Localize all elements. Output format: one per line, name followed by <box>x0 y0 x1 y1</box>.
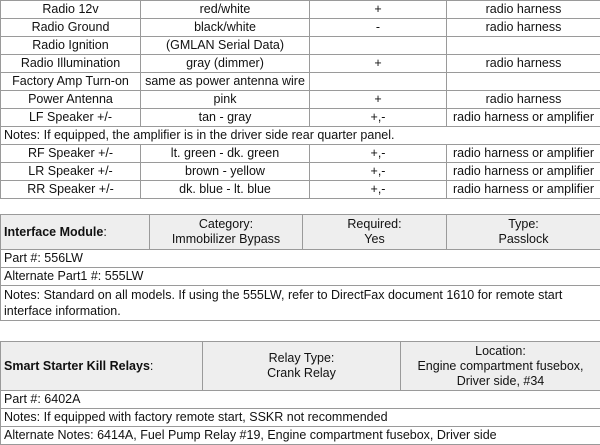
interface-part-number: Part #: 556LW <box>1 250 600 268</box>
wiring-row <box>1 145 600 163</box>
kill-notes-row <box>1 409 600 427</box>
wire-function: Radio 12v <box>1 1 141 19</box>
starter-kill-relay-table <box>0 341 600 445</box>
required-cell <box>303 215 447 250</box>
wiring-row <box>1 55 600 73</box>
wire-location: radio harness <box>447 55 600 73</box>
interface-alt-part-row <box>1 268 600 286</box>
category-label: Category: <box>153 217 299 232</box>
interface-alt-part-number: Alternate Part1 #: 555LW <box>1 268 600 286</box>
wire-color: pink <box>141 91 310 109</box>
radio-wiring-table <box>0 0 600 199</box>
relay-location-label: Location: <box>404 344 597 359</box>
wiring-row <box>1 109 600 127</box>
wire-location: radio harness <box>447 19 600 37</box>
wiring-row <box>1 73 600 91</box>
wire-color: lt. green - dk. green <box>141 145 310 163</box>
wire-location: radio harness <box>447 1 600 19</box>
wire-polarity <box>310 73 447 91</box>
category-cell <box>150 215 303 250</box>
wire-function: Radio Illumination <box>1 55 141 73</box>
wiring-note-row <box>1 127 600 145</box>
wire-location: radio harness or amplifier <box>447 145 600 163</box>
wire-location: radio harness or amplifier <box>447 181 600 199</box>
wire-polarity: +,- <box>310 109 447 127</box>
interface-header-row <box>1 215 600 250</box>
wire-function: Radio Ignition <box>1 37 141 55</box>
amplifier-note: Notes: If equipped, the amplifier is in the driver side rear quarter panel. <box>1 127 600 145</box>
relay-type-label: Relay Type: <box>206 351 397 366</box>
wiring-row <box>1 163 600 181</box>
interface-notes-row <box>1 286 600 321</box>
wire-color: same as power antenna wire <box>141 73 310 91</box>
wire-color: brown - yellow <box>141 163 310 181</box>
kill-title-cell <box>1 342 203 391</box>
wire-polarity: + <box>310 1 447 19</box>
relay-location-line1: Engine compartment fusebox, <box>404 359 597 374</box>
wire-polarity: +,- <box>310 145 447 163</box>
interface-module-table <box>0 214 600 321</box>
wire-color: red/white <box>141 1 310 19</box>
wire-polarity: +,- <box>310 163 447 181</box>
wire-polarity: + <box>310 91 447 109</box>
kill-header-row <box>1 342 600 391</box>
type-cell <box>447 215 600 250</box>
wire-color: dk. blue - lt. blue <box>141 181 310 199</box>
wire-location <box>447 37 600 55</box>
relay-type-value: Crank Relay <box>206 366 397 381</box>
wire-function: Power Antenna <box>1 91 141 109</box>
wire-color: tan - gray <box>141 109 310 127</box>
wire-location <box>447 73 600 91</box>
type-value: Passlock <box>450 232 597 247</box>
wiring-row <box>1 1 600 19</box>
interface-title-cell <box>1 215 150 250</box>
wiring-row <box>1 91 600 109</box>
wiring-row <box>1 37 600 55</box>
kill-title: Smart Starter Kill Relays <box>4 359 150 373</box>
wiring-row <box>1 181 600 199</box>
kill-alt-notes-row <box>1 427 600 445</box>
wire-function: RF Speaker +/- <box>1 145 141 163</box>
wire-color: black/white <box>141 19 310 37</box>
wire-color: gray (dimmer) <box>141 55 310 73</box>
interface-notes: Notes: Standard on all models. If using the 555LW, refer to DirectFax document 1610 for remote start interface information. <box>1 286 600 321</box>
interface-title-colon: : <box>103 225 106 239</box>
wire-function: LR Speaker +/- <box>1 163 141 181</box>
relay-location-line2: Driver side, #34 <box>404 374 597 389</box>
wire-location: radio harness or amplifier <box>447 163 600 181</box>
interface-part-row <box>1 250 600 268</box>
kill-alt-notes: Alternate Notes: 6414A, Fuel Pump Relay #19, Engine compartment fusebox, Driver side <box>1 427 600 445</box>
wire-function: Radio Ground <box>1 19 141 37</box>
wire-location: radio harness or amplifier <box>447 109 600 127</box>
wire-location: radio harness <box>447 91 600 109</box>
interface-title: Interface Module <box>4 225 103 239</box>
required-label: Required: <box>306 217 443 232</box>
kill-notes: Notes: If equipped with factory remote start, SSKR not recommended <box>1 409 600 427</box>
wire-function: RR Speaker +/- <box>1 181 141 199</box>
wire-polarity <box>310 37 447 55</box>
wire-color: (GMLAN Serial Data) <box>141 37 310 55</box>
wire-polarity: - <box>310 19 447 37</box>
wire-polarity: +,- <box>310 181 447 199</box>
wiring-row <box>1 19 600 37</box>
kill-title-colon: : <box>150 359 153 373</box>
relay-type-cell <box>203 342 401 391</box>
wire-function: LF Speaker +/- <box>1 109 141 127</box>
wire-polarity: + <box>310 55 447 73</box>
category-value: Immobilizer Bypass <box>153 232 299 247</box>
wire-function: Factory Amp Turn-on <box>1 73 141 91</box>
type-label: Type: <box>450 217 597 232</box>
kill-part-row <box>1 391 600 409</box>
required-value: Yes <box>306 232 443 247</box>
relay-location-cell <box>401 342 600 391</box>
kill-part-number: Part #: 6402A <box>1 391 600 409</box>
